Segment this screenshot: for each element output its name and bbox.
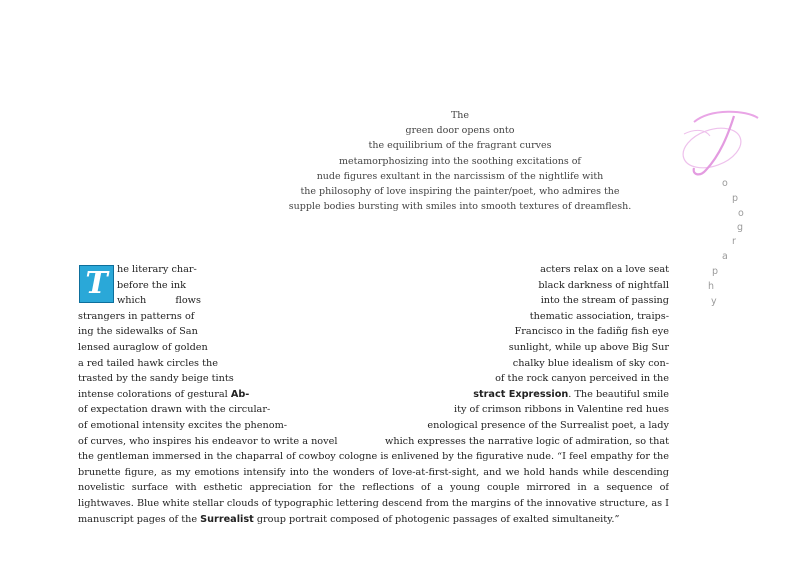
right-line: chalky blue idealism of sky con- [512, 357, 669, 369]
left-line: before the ink [117, 279, 186, 291]
left-bold-word: Ab- [230, 388, 250, 400]
paragraph-line: novelistic surface with esthetic appreciation for the reflections of a young couple mirrored in a sequence of [78, 482, 669, 494]
paragraph-line: brunette figure, as my emotions intensify into the wonders of love-at-first-sight, and we hold hands while descending [78, 466, 669, 478]
left-line: of expectation drawn with the circular- [78, 404, 271, 416]
right-line: of the rock canyon perceived in the [495, 373, 669, 385]
paragraph-last-line [78, 512, 619, 528]
last-line-suffix: group portrait composed of photogenic passages of exalted simultaneity.” [256, 513, 620, 525]
dropcap-initial [79, 265, 114, 303]
left-line: of curves, who inspires his endeavor to write a novel [78, 435, 338, 447]
vertical-letter: r [732, 236, 736, 247]
dropcap-letter: T [85, 266, 108, 301]
vertical-letter: g [737, 222, 744, 233]
vertical-letter: p [712, 266, 719, 277]
left-line: he literary char- [117, 264, 197, 275]
right-line: ity of crimson ribbons in Valentine red hues [454, 404, 669, 416]
right-line: Francisco in the fadiñg fish eye [514, 326, 669, 338]
last-line-prefix: manuscript pages of the [78, 513, 198, 525]
intro-line: the philosophy of love inspiring the painter/poet, who admires the [300, 186, 620, 198]
last-line-bold-word: Surrealist [200, 513, 254, 525]
left-line: of emotional intensity excites the phenom- [78, 420, 288, 431]
right-line: into the stream of passing [540, 295, 669, 307]
flourish-decoration-icon [676, 100, 766, 190]
right-line: sunlight, while up above Big Sur [508, 342, 669, 353]
left-line: which flows [117, 295, 201, 307]
vertical-letter: p [732, 193, 739, 204]
left-line: ing the sidewalks of San [78, 326, 198, 338]
intro-line: The [450, 110, 470, 121]
intro-line: green door opens onto [405, 125, 515, 137]
right-line: enological presence of the Surrealist poet, a lady [427, 420, 669, 431]
paragraph-line: lightwaves. Blue white stellar clouds of typographic lettering descend from the margins of the innovative structure, as I [78, 498, 669, 509]
left-line: trasted by the sandy beige tints [78, 373, 234, 385]
intro-line: the equilibrium of the fragrant curves [368, 140, 552, 152]
right-line: acters relax on a love seat [540, 264, 669, 275]
right-line: black darkness of nightfall [538, 279, 669, 291]
left-line: lensed auraglow of golden [78, 342, 208, 353]
left-line: intense colorations of gestural [78, 388, 228, 400]
vertical-letter: a [722, 251, 728, 262]
intro-line: metamorphosizing into the soothing excitations of [339, 155, 581, 167]
right-bold-word: stract Expression [473, 388, 569, 400]
vertical-letter: o [738, 208, 744, 219]
intro-line: supple bodies bursting with smiles into smooth textures of dreamflesh. [288, 201, 632, 213]
vertical-letter: o [722, 178, 728, 189]
right-line: The beautiful smile [574, 388, 669, 400]
right-bold-suffix: . [568, 388, 572, 400]
vertical-letter: h [708, 281, 715, 292]
left-line: strangers in patterns of [78, 310, 195, 322]
right-line: which expresses the narrative logic of admiration, so that [385, 435, 669, 447]
vertical-letter: y [711, 296, 717, 307]
paragraph-line: the gentleman immersed in the chaparral of cowboy cologne is enlivened by the figurative nude. “I feel empathy for the [78, 451, 669, 463]
left-line: a red tailed hawk circles the [78, 357, 218, 369]
intro-line: nude figures exultant in the narcissism of the nightlife with [316, 170, 604, 182]
right-line: thematic association, traips- [529, 310, 669, 322]
